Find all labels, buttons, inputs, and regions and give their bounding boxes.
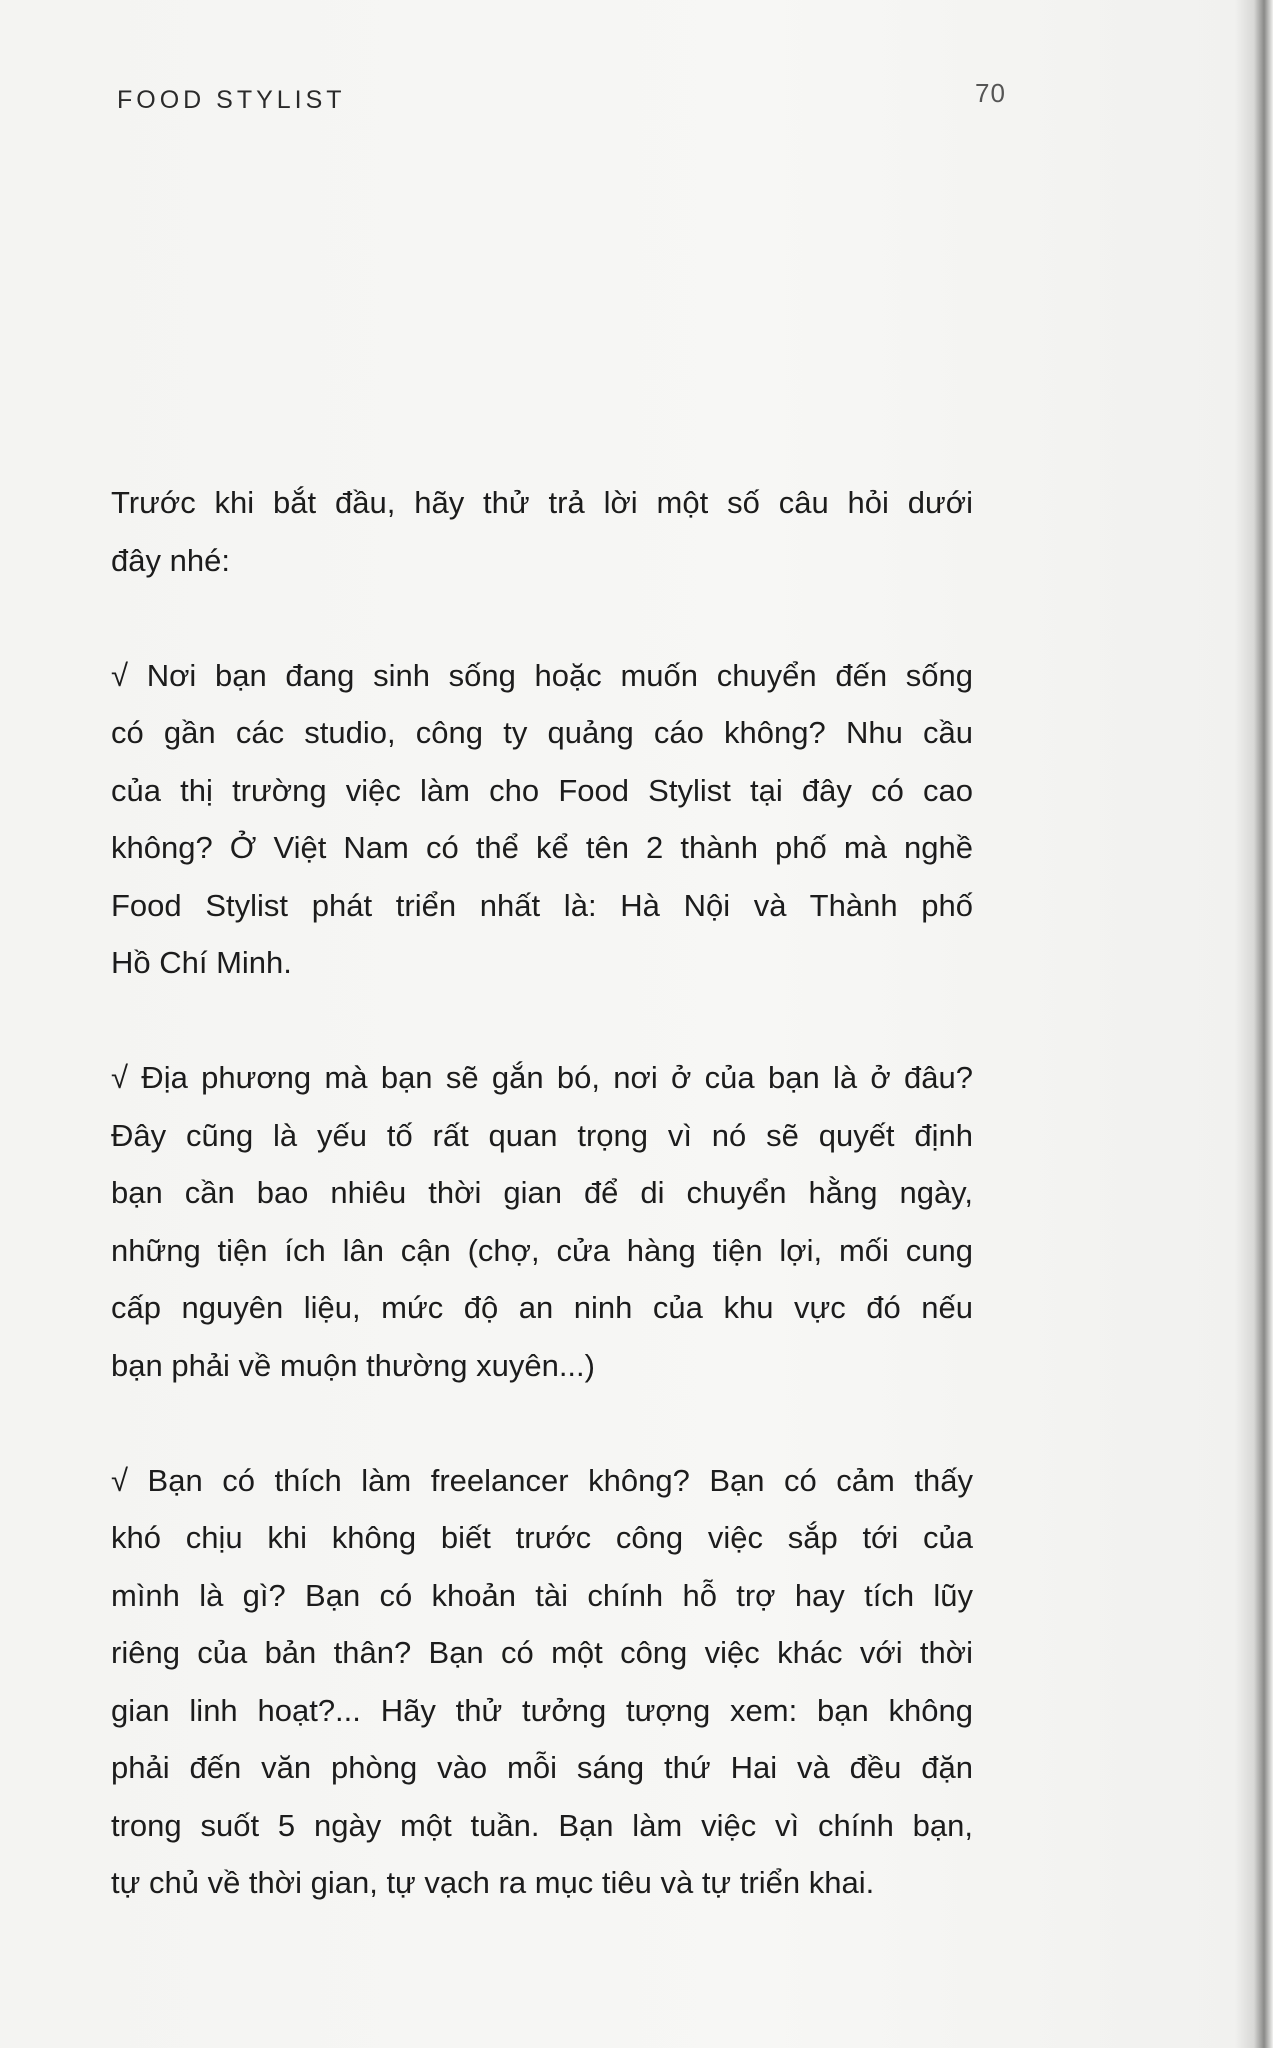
text-line: Đây cũng là yếu tố rất quan trọng vì nó sẽ quyết định	[111, 1117, 973, 1153]
text-line: của thị trường việc làm cho Food Stylist tại đây có cao	[111, 772, 973, 808]
text-line: √ Địa phương mà bạn sẽ gắn bó, nơi ở của bạn là ở đâu?	[111, 1060, 973, 1095]
text-line: mình là gì? Bạn có khoản tài chính hỗ trợ hay tích lũy	[111, 1577, 973, 1613]
text-line: không? Ở Việt Nam có thể kể tên 2 thành phố mà nghề	[111, 830, 973, 865]
text-line: những tiện ích lân cận (chợ, cửa hàng tiện lợi, mối cung	[111, 1232, 973, 1268]
text-line: trong suốt 5 ngày một tuần. Bạn làm việc vì chính bạn,	[111, 1807, 973, 1843]
text-line: tự chủ về thời gian, tự vạch ra mục tiêu và tự triển khai.	[111, 1865, 875, 1900]
checklist-item	[111, 1452, 973, 1912]
text-line: bạn phải về muộn thường xuyên...)	[111, 1347, 595, 1383]
checklist-item	[111, 1049, 973, 1394]
text-line: khó chịu khi không biết trước công việc sắp tới của	[111, 1520, 973, 1555]
text-line: cấp nguyên liệu, mức độ an ninh của khu vực đó nếu	[111, 1290, 973, 1325]
text-line: √ Nơi bạn đang sinh sống hoặc muốn chuyển đến sống	[111, 657, 973, 693]
page-number: 70	[975, 78, 1006, 108]
page-body	[111, 474, 973, 1969]
text-line: có gần các studio, công ty quảng cáo không? Nhu cầu	[111, 715, 973, 750]
intro-paragraph	[111, 474, 973, 589]
checklist-item	[111, 647, 973, 992]
text-line: Food Stylist phát triển nhất là: Hà Nội và Thành phố	[111, 887, 973, 923]
text-line: √ Bạn có thích làm freelancer không? Bạn có cảm thấy	[111, 1462, 973, 1498]
text-line: bạn cần bao nhiêu thời gian để di chuyển hằng ngày,	[111, 1175, 973, 1210]
text-line: gian linh hoạt?... Hãy thử tưởng tượng xem: bạn không	[111, 1692, 973, 1728]
running-header: FOOD STYLIST	[117, 86, 346, 114]
text-line: phải đến văn phòng vào mỗi sáng thứ Hai và đều đặn	[111, 1750, 973, 1785]
text-line: riêng của bản thân? Bạn có một công việc khác với thời	[111, 1635, 973, 1670]
text-line: Trước khi bắt đầu, hãy thử trả lời một số câu hỏi dưới	[111, 485, 973, 520]
text-line: Hồ Chí Minh.	[111, 945, 292, 980]
text-line: đây nhé:	[111, 542, 230, 578]
